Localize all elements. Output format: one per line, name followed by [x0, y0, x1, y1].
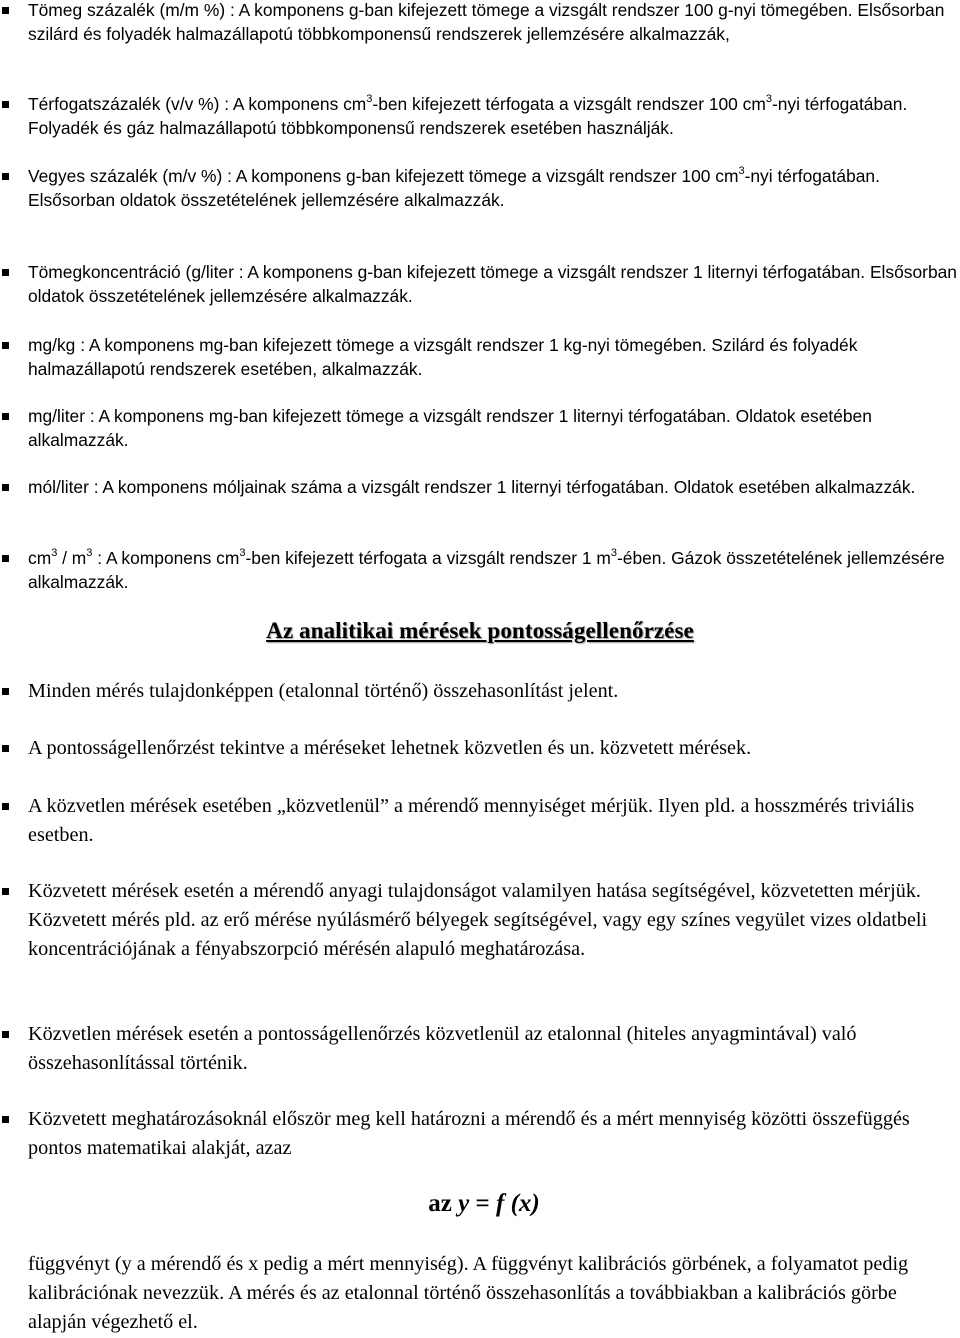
- formula-x: (x): [510, 1190, 540, 1217]
- list-item-text: Tömeg százalék (m/m %) : A komponens g-ban kifejezett tömege a vizsgált rendszer 100 g-nyi tömegében. Elsősorban szilárd és folyadék halmazállapotú többkomponensű rendszerek jellemzésére alkalmazzák,: [28, 0, 945, 44]
- closing-paragraph: függvényt (y a mérendő és x pedig a mért mennyiség). A függvényt kalibrációs görbének, a folyamatot pedig kalibrációnak nevezzük. A mérés és az etalonnal történő összehasonlítás a továbbiakban a kalibrációs görbe alapján végezhető el.: [28, 1253, 909, 1333]
- square-bullet-icon: [2, 484, 9, 491]
- square-bullet-icon: [2, 101, 9, 108]
- square-bullet-icon: [2, 269, 9, 276]
- list-item-text: A pontosságellenőrzést tekintve a méréseket lehetnek közvetlen és un. közvetett mérések.: [28, 737, 752, 759]
- list-item-text: Közvetett meghatározásoknál először meg kell határozni a mérendő és a mért mennyiség közötti összefüggés pontos matematikai alakját, azaz: [28, 1108, 910, 1159]
- list-item-text: Tömegkoncentráció (g/liter : A komponens g-ban kifejezett tömege a vizsgált rendszer 1 liternyi térfogatában. Elsősorban oldatok összetételének jellemzésére alkalmazzák.: [28, 262, 957, 306]
- list-item-text: mól/liter : A komponens móljainak száma a vizsgált rendszer 1 liternyi térfogatában. Oldatok esetében alkalmazzák.: [28, 477, 916, 497]
- formula-equals: =: [469, 1190, 496, 1217]
- list-item-text: mg/kg : A komponens mg-ban kifejezett tömege a vizsgált rendszer 1 kg-nyi tömegében. Szilárd és folyadék halmazállapotú rendszerek esetében, alkalmazzák.: [28, 335, 858, 379]
- square-bullet-icon: [2, 413, 9, 420]
- list-item-text: $cm^3 / m^3$ : A komponens $cm^3$-ben kifejezett térfogata a vizsgált rendszer 1 $m^3$-ében. Gázok összetételének jellemzésére alkalmazzák.: [28, 547, 945, 592]
- square-bullet-icon: [2, 803, 9, 810]
- list-item-text: Minden mérés tulajdonképpen (etalonnal történő) összehasonlítást jelent.: [28, 680, 619, 702]
- list-item-text: mg/liter : A komponens mg-ban kifejezett tömege a vizsgált rendszer 1 liternyi térfogatában. Oldatok esetében alkalmazzák.: [28, 406, 872, 450]
- square-bullet-icon: [2, 1116, 9, 1123]
- square-bullet-icon: [2, 555, 9, 562]
- list-item-text: Térfogatszázalék (v/v %) : A komponens $cm^3$-ben kifejezett térfogata a vizsgált rendszer 100 $cm^3$-nyi térfogatában. Folyadék és gáz halmazállapotú többkomponensű rendszerek esetében használják.: [28, 93, 908, 138]
- square-bullet-icon: [2, 173, 9, 180]
- formula-prefix: az: [428, 1190, 452, 1217]
- list-item-text: A közvetlen mérések esetében „közvetlenül” a mérendő mennyiséget mérjük. Ilyen pld. a hosszmérés triviális esetben.: [28, 795, 915, 846]
- square-bullet-icon: [2, 745, 9, 752]
- square-bullet-icon: [2, 7, 9, 14]
- list-item-text: Közvetett mérések esetén a mérendő anyagi tulajdonságot valamilyen hatása segítségével, közvetetten mérjük. Közvetett mérés pld. az erő mérése nyúlásmérő bélyegek segítségével, vagy egy színes vegyület vizes oldatbeli koncentrációjának a fényabszorpció mérésén alapuló meghatározása.: [28, 880, 928, 960]
- square-bullet-icon: [2, 688, 9, 695]
- section-heading: Az analitikai mérések pontosságellenőrzése: [266, 618, 694, 643]
- square-bullet-icon: [2, 888, 9, 895]
- list-item-text: Vegyes százalék (m/v %) : A komponens g-ban kifejezett tömege a vizsgált rendszer 100 $cm^3$-nyi térfogatában. Elsősorban oldatok összetételének jellemzésére alkalmazzák.: [28, 165, 880, 210]
- formula-y: y: [458, 1190, 470, 1217]
- formula-f: f: [495, 1190, 505, 1217]
- list-item-text: Közvetlen mérések esetén a pontosságellenőrzés közvetlenül az etalonnal (hiteles anyagmintával) való összehasonlítással történik.: [28, 1023, 857, 1074]
- square-bullet-icon: [2, 342, 9, 349]
- square-bullet-icon: [2, 1031, 9, 1038]
- formula: [0, 1190, 960, 1218]
